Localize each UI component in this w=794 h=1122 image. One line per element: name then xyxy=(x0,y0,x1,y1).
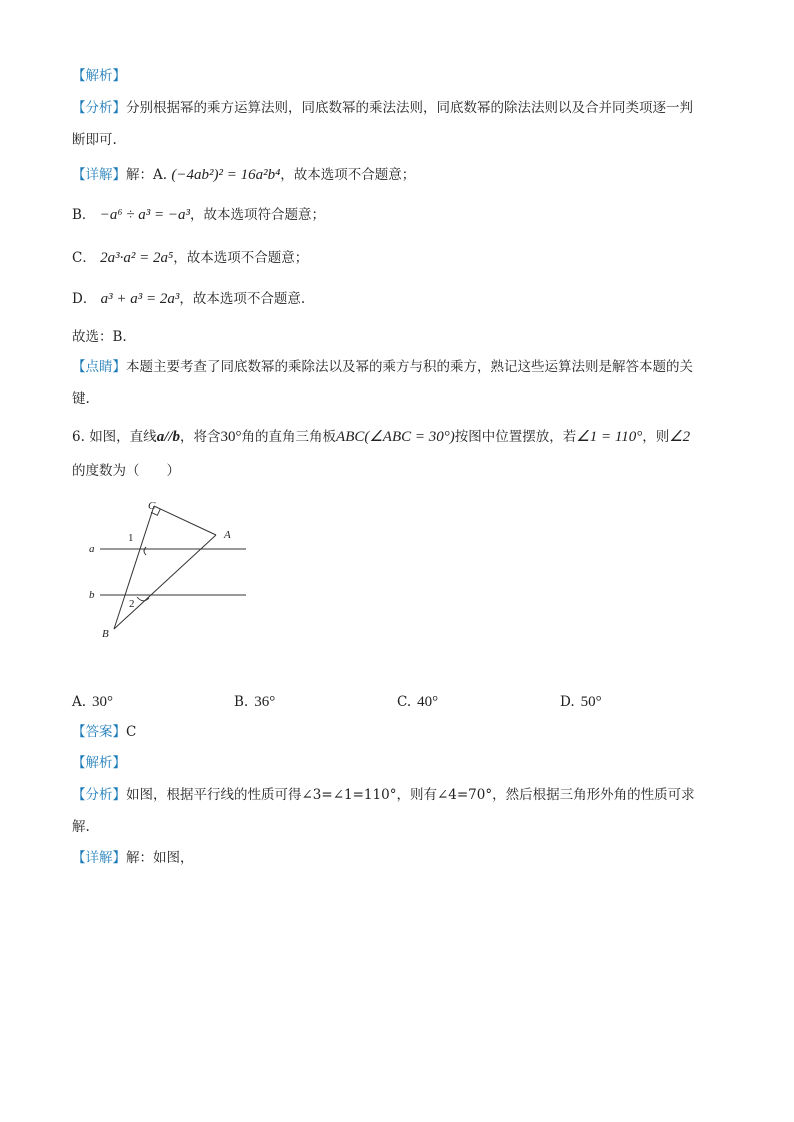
question-stem-line-2: 的度数为（ ） xyxy=(72,463,180,479)
option-d-line: D． a³ + a³ = 2a³，故本选项不合题意. xyxy=(72,291,306,307)
label-vertex-a: A xyxy=(224,529,231,541)
dianjing-line-1: 【点睛】本题主要考查了同底数幂的乘除法以及幂的乘方与积的乘方，熟记这些运算法则是解答本题的关 xyxy=(72,359,693,375)
option-c-line: C． 2a³·a² = 2a⁵，故本选项不合题意； xyxy=(72,250,309,266)
fenxi-line-1: 【分析】分别根据幂的乘方运算法则，同底数幂的乘法法则，同底数幂的除法法则以及合并同类项逐一判 xyxy=(72,100,693,116)
fenxi-line-2: 断即可. xyxy=(72,132,117,148)
label-vertex-c: C xyxy=(148,500,156,512)
xiangjie-line-a: 【详解】解：A. (−4ab²)² = 16a²b⁴，故本选项不合题意； xyxy=(72,167,416,183)
geometry-figure xyxy=(80,490,260,650)
option-b-line: B． −a⁶ ÷ a³ = −a³，故本选项符合题意； xyxy=(72,207,326,223)
option-c[interactable]: C. 40° xyxy=(397,694,439,710)
dianjing-line-2: 键. xyxy=(72,391,90,407)
choice-line: 故选：B. xyxy=(72,329,127,345)
label-angle-2: 2 xyxy=(129,598,135,610)
fenxi-q6-line-1: 【分析】如图，根据平行线的性质可得∠3=∠1=110°，则有∠4=70°，然后根据三角形外角的性质可求 xyxy=(72,787,695,803)
label-vertex-b: B xyxy=(102,628,109,640)
label-line-a: a xyxy=(89,543,95,555)
equation-a: (−4ab²)² = 16a²b⁴ xyxy=(171,167,281,183)
label-line-b: b xyxy=(89,589,95,601)
equation-b: −a⁶ ÷ a³ = −a³ xyxy=(99,207,191,223)
question-stem-line-1: 6. 如图，直线a//b，将含30°角的直角三角板ABC(∠ABC = 30°)按图中位置摆放，若∠1 = 110°，则∠2 xyxy=(72,429,691,445)
option-d[interactable]: D. 50° xyxy=(560,694,602,710)
jiexi-tag-q6: 【解析】 xyxy=(72,755,126,771)
xiangjie-q6-line: 【详解】解：如图， xyxy=(72,850,194,866)
option-b[interactable]: B. 36° xyxy=(234,694,276,710)
fenxi-q6-line-2: 解. xyxy=(72,819,90,835)
label-angle-1: 1 xyxy=(128,532,134,544)
jiexi-tag: 【解析】 xyxy=(72,68,126,84)
answer-line: 【答案】C xyxy=(72,724,137,740)
equation-c: 2a³·a² = 2a⁵ xyxy=(100,250,174,266)
equation-d: a³ + a³ = 2a³ xyxy=(100,291,180,307)
option-a[interactable]: A. 30° xyxy=(72,694,114,710)
